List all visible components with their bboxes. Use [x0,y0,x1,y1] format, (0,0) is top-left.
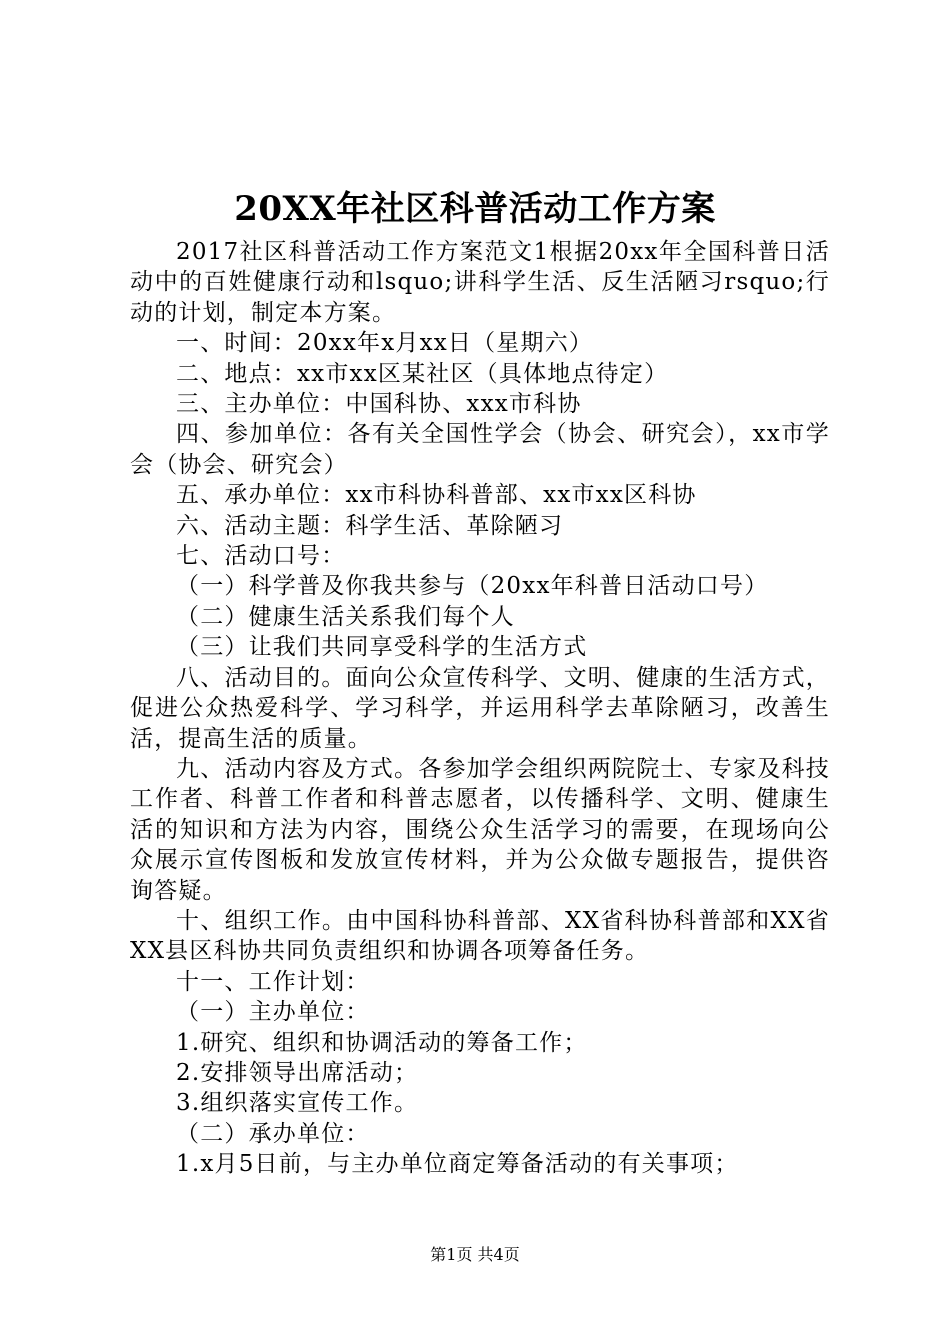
paragraph-slogan-1: （一）科学普及你我共参与（20xx年科普日活动口号） [176,573,769,600]
paragraph-plan-host-1: 1.研究、组织和协调活动的筹备工作； [176,1029,588,1056]
paragraph-plan-host-heading: （一）主办单位： [176,999,370,1026]
paragraph-organizer: 五、承办单位：xx市科协科普部、xx市xx区科协 [176,482,697,509]
paragraph-organization: 十、组织工作。由中国科协科普部、XX省科协科普部和XX省XX县区科协共同负责组织和协调各项筹备任务。 [130,907,830,965]
paragraph-participants: 四、参加单位：各有关全国性学会（协会、研究会），xx市学会（协会、研究会） [130,421,830,478]
paragraph-theme: 六、活动主题：科学生活、革除陋习 [176,512,564,539]
document-body [130,237,830,1180]
paragraph-slogan-3: （三）让我们共同享受科学的生活方式 [176,634,588,661]
paragraph-content: 九、活动内容及方式。各参加学会组织两院院士、专家及科技工作者、科普工作者和科普志愿者，以传播科学、文明、健康生活的知识和方法为内容，围绕公众生活学习的需要，在现场向公众展示宣传图板和发放宣传材料，并为公众做专题报告，提供咨询答疑。 [130,755,830,904]
paragraph-plan-organizer-heading: （二）承办单位： [176,1120,370,1147]
paragraph-host: 三、主办单位：中国科协、xxx市科协 [176,391,582,418]
paragraph-slogan-heading: 七、活动口号： [176,543,346,570]
paragraph-plan-heading: 十一、工作计划： [176,968,370,995]
paragraph-location: 二、地点：xx市xx区某社区（具体地点待定） [176,360,669,387]
paragraph-slogan-2: （二）健康生活关系我们每个人 [176,603,515,630]
paragraph-plan-organizer-1: 1.x月5日前，与主办单位商定筹备活动的有关事项； [176,1151,739,1178]
paragraph-plan-host-2: 2.安排领导出席活动； [176,1059,419,1086]
document-title: 20XX年社区科普活动工作方案 [234,189,716,229]
paragraph-purpose: 八、活动目的。面向公众宣传科学、文明、健康的生活方式，促进公众热爱科学、学习科学，并运用科学去革除陋习，改善生活，提高生活的质量。 [130,664,830,752]
paragraph-time: 一、时间：20xx年x月xx日（星期六） [176,330,594,357]
page-footer: 第1页 共4页 [430,1245,520,1264]
paragraph-plan-host-3: 3.组织落实宣传工作。 [176,1090,419,1117]
paragraph-intro: 2017社区科普活动工作方案范文1根据20xx年全国科普日活动中的百姓健康行动和lsquo;讲科学生活、反生活陋习rsquo;行动的计划，制定本方案。 [130,239,830,326]
